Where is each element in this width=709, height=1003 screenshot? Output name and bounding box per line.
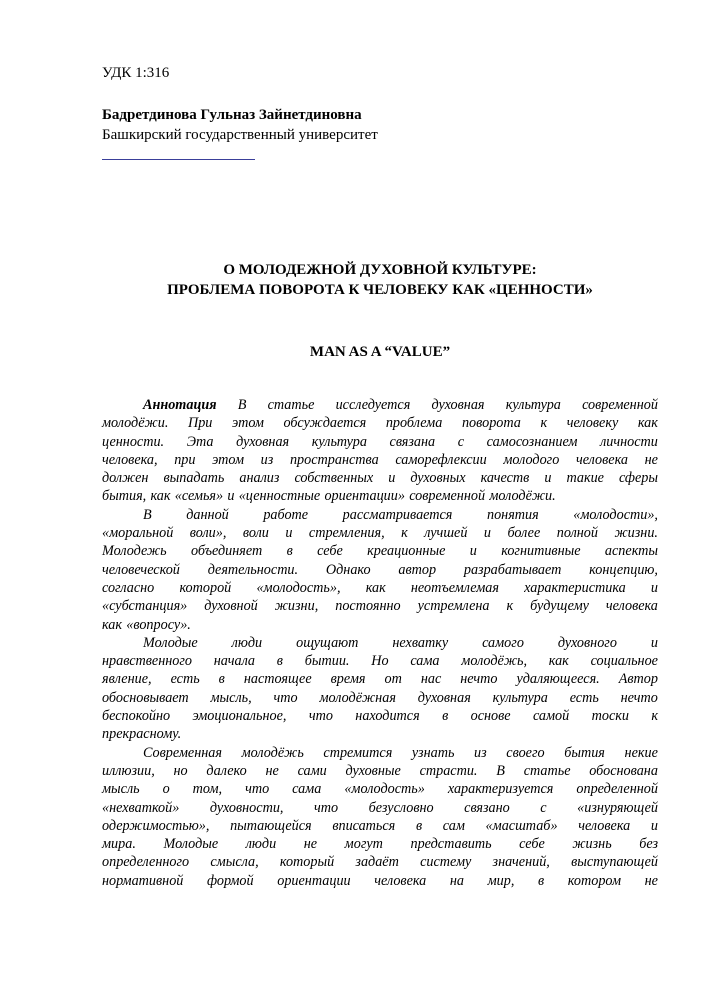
abstract-line: человека, при этом из пространства саморефлексии молодого человека не — [102, 451, 658, 468]
udc-code: УДК 1:316 — [102, 65, 170, 81]
abstract-line: иллюзии, но далеко не сами духовные страсти. В статье обоснована — [102, 762, 658, 779]
abstract-line: нравственного начала в бытии. Но сама молодёжь, как социальное — [102, 653, 658, 670]
abstract-line: «субстанция» духовной жизни, постоянно устремлена к будущему человека — [102, 598, 658, 615]
abstract-line: мира. Молодые люди не могут представить себе жизнь без — [102, 836, 658, 853]
abstract-line: прекрасному. — [102, 726, 182, 743]
divider-line — [102, 159, 255, 160]
abstract-line: должен выпадать анализ собственных и духовных качеств и такие сферы — [102, 470, 658, 487]
abstract-line: «моральной воли», воли и стремления, к лучшей и более полной жизни. — [102, 525, 658, 542]
abstract-line: определенного смысла, который задаёт систему значений, выступающей — [102, 854, 658, 871]
abstract-line: Молодежь объединяет в себе креационные и когнитивные аспекты — [102, 543, 658, 560]
abstract-line: одержимостью», пытающейся вписаться в сам «масштаб» человека и — [102, 817, 658, 834]
abstract-line: Аннотация В статье исследуется духовная культура современной — [143, 397, 658, 413]
abstract-line: ценности. Эта духовная культура связана с самосознанием личности — [102, 433, 658, 450]
author-affiliation: Башкирский государственный университет — [102, 127, 378, 143]
title-line-2: ПРОБЛЕМА ПОВОРОТА К ЧЕЛОВЕКУ КАК «ЦЕННОСТИ» — [167, 282, 593, 298]
abstract-line: человеческой деятельности. Однако автор разрабатывает концепцию, — [102, 561, 658, 578]
author-name: Бадретдинова Гульназ Зайнетдиновна — [102, 107, 362, 123]
abstract-line: обосновывает мысль, что молодёжная духовная культура есть нечто — [102, 689, 658, 706]
abstract-line: Молодые люди ощущают нехватку самого духовного и — [143, 634, 658, 651]
abstract-line: бытия, как «семья» и «ценностные ориентации» современной молодёжи. — [102, 488, 556, 505]
abstract-line: беспокойно эмоциональное, что находится в основе самой тоски к — [102, 708, 658, 725]
abstract-line: явление, есть в настоящее время от нас нечто удаляющееся. Автор — [102, 671, 658, 688]
abstract-label: Аннотация — [143, 397, 217, 413]
abstract-line: молодёжи. При этом обсуждается проблема поворота к человеку как — [102, 415, 658, 432]
abstract-line: как «вопросу». — [102, 616, 191, 633]
abstract-line: мысль о том, что сама «молодость» характеризуется определенной — [102, 781, 658, 798]
abstract-line: согласно которой «молодость», как неотъемлемая характеристика и — [102, 579, 658, 596]
abstract-line: В данной работе рассматривается понятия «молодости», — [143, 506, 658, 523]
english-title: MAN AS A “VALUE” — [309, 344, 451, 360]
title-line-1: О МОЛОДЕЖНОЙ ДУХОВНОЙ КУЛЬТУРЕ: — [223, 262, 537, 278]
abstract-body — [102, 396, 658, 890]
abstract-line: «нехваткой» духовности, что безусловно связано с «изнуряющей — [102, 799, 658, 816]
abstract-line: Современная молодёжь стремится узнать из своего бытия некие — [143, 744, 658, 761]
abstract-line: нормативной формой ориентации человека на мир, в котором не — [102, 872, 658, 889]
